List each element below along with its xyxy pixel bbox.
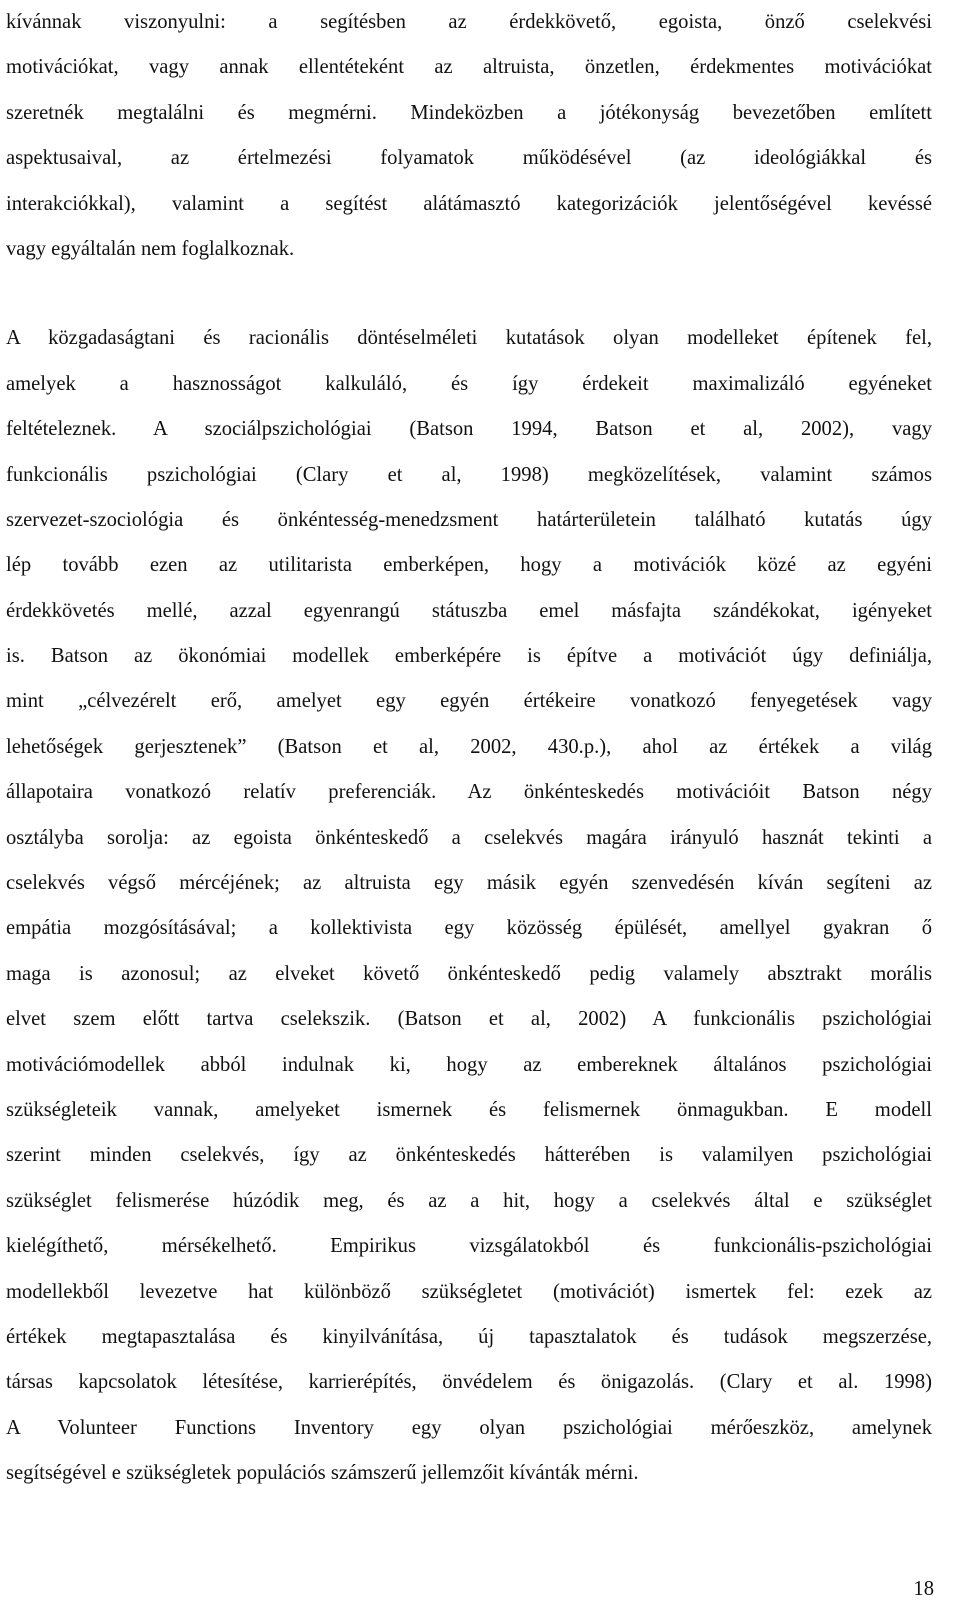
text-line: A Volunteer Functions Inventory egy olyan pszichológiai mérőeszköz, amelynek (6, 1416, 932, 1439)
text-line: értékek megtapasztalása és kinyilvánítása, új tapasztalatok és tudások megszerzése, (6, 1325, 932, 1348)
text-line: motivációmodellek abból indulnak ki, hogy az embereknek általános pszichológiai (6, 1053, 932, 1076)
text-line: amelyek a hasznosságot kalkuláló, és így érdekeit maximalizáló egyéneket (6, 372, 932, 395)
text-line: szervezet-szociológia és önkéntesség-menedzsment határterületein található kutatás úgy (6, 508, 932, 531)
text-line: modellekből levezetve hat különböző szükségletet (motivációt) ismertek fel: ezek az (6, 1280, 932, 1303)
paragraph-2 (6, 316, 932, 1496)
text-line: interakciókkal), valamint a segítést alátámasztó kategorizációk jelentőségével kevéssé (6, 192, 932, 215)
text-line: maga is azonosul; az elveket követő önkénteskedő pedig valamely absztrakt morális (6, 962, 932, 985)
text-line: osztályba sorolja: az egoista önkénteskedő a cselekvés magára irányuló hasznát tekinti a (6, 826, 932, 849)
text-line: szükséglet felismerése húzódik meg, és az a hit, hogy a cselekvés által e szükséglet (6, 1189, 932, 1212)
text-line: szerint minden cselekvés, így az önkénteskedés hátterében is valamilyen pszichológiai (6, 1144, 932, 1167)
text-line: lép tovább ezen az utilitarista emberképen, hogy a motivációk közé az egyéni (6, 554, 932, 577)
text-line: társas kapcsolatok létesítése, karrierépítés, önvédelem és önigazolás. (Clary et al. 1998) (6, 1371, 932, 1394)
text-line: segítségével e szükségletek populációs számszerű jellemzőit kívánták mérni. (6, 1462, 639, 1485)
text-line: motivációkat, vagy annak ellentéteként az altruista, önzetlen, érdekmentes motivációkat (6, 56, 932, 79)
text-line: empátia mozgósításával; a kollektivista egy közösség épülését, amellyel gyakran ő (6, 917, 932, 940)
document-page (6, 0, 932, 1497)
text-line: funkcionális pszichológiai (Clary et al, 1998) megközelítések, valamint számos (6, 463, 932, 486)
text-line: lehetőségek gerjesztenek” (Batson et al, 2002, 430.p.), ahol az értékek a világ (6, 735, 932, 758)
text-line: kielégíthető, mérsékelhető. Empirikus vizsgálatokból és funkcionális-pszichológiai (6, 1235, 932, 1258)
text-line: szükségleteik vannak, amelyeket ismernek és felismernek önmagukban. E modell (6, 1098, 932, 1121)
text-line: kívánnak viszonyulni: a segítésben az érdekkövető, egoista, önző cselekvési (6, 11, 932, 33)
page-number: 18 (913, 1578, 934, 1600)
text-line: aspektusaival, az értelmezési folyamatok működésével (az ideológiákkal és (6, 147, 932, 170)
paragraph-1 (6, 0, 932, 272)
text-line: szeretnék megtalálni és megmérni. Mindeközben a jótékonyság bevezetőben említett (6, 101, 932, 124)
text-line: feltételeznek. A szociálpszichológiai (Batson 1994, Batson et al, 2002), vagy (6, 418, 932, 441)
text-line: cselekvés végső mércéjének; az altruista egy másik egyén szenvedésén kíván segíteni az (6, 872, 932, 895)
text-line: A közgadaságtani és racionális döntéselméleti kutatások olyan modelleket építenek fel, (6, 327, 932, 350)
text-line: mint „célvezérelt erő, amelyet egy egyén értékeire vonatkozó fenyegetések vagy (6, 690, 932, 713)
text-line: állapotaira vonatkozó relatív preferenciák. Az önkénteskedés motivációit Batson négy (6, 781, 932, 804)
text-line: érdekkövetés mellé, azzal egyenrangú státuszba emel másfajta szándékokat, igényeket (6, 599, 932, 622)
text-line: is. Batson az ökonómiai modellek emberképére is építve a motivációt úgy definiálja, (6, 645, 932, 668)
text-line: vagy egyáltalán nem foglalkoznak. (6, 237, 295, 260)
text-line: elvet szem előtt tartva cselekszik. (Batson et al, 2002) A funkcionális pszichológiai (6, 1008, 932, 1031)
